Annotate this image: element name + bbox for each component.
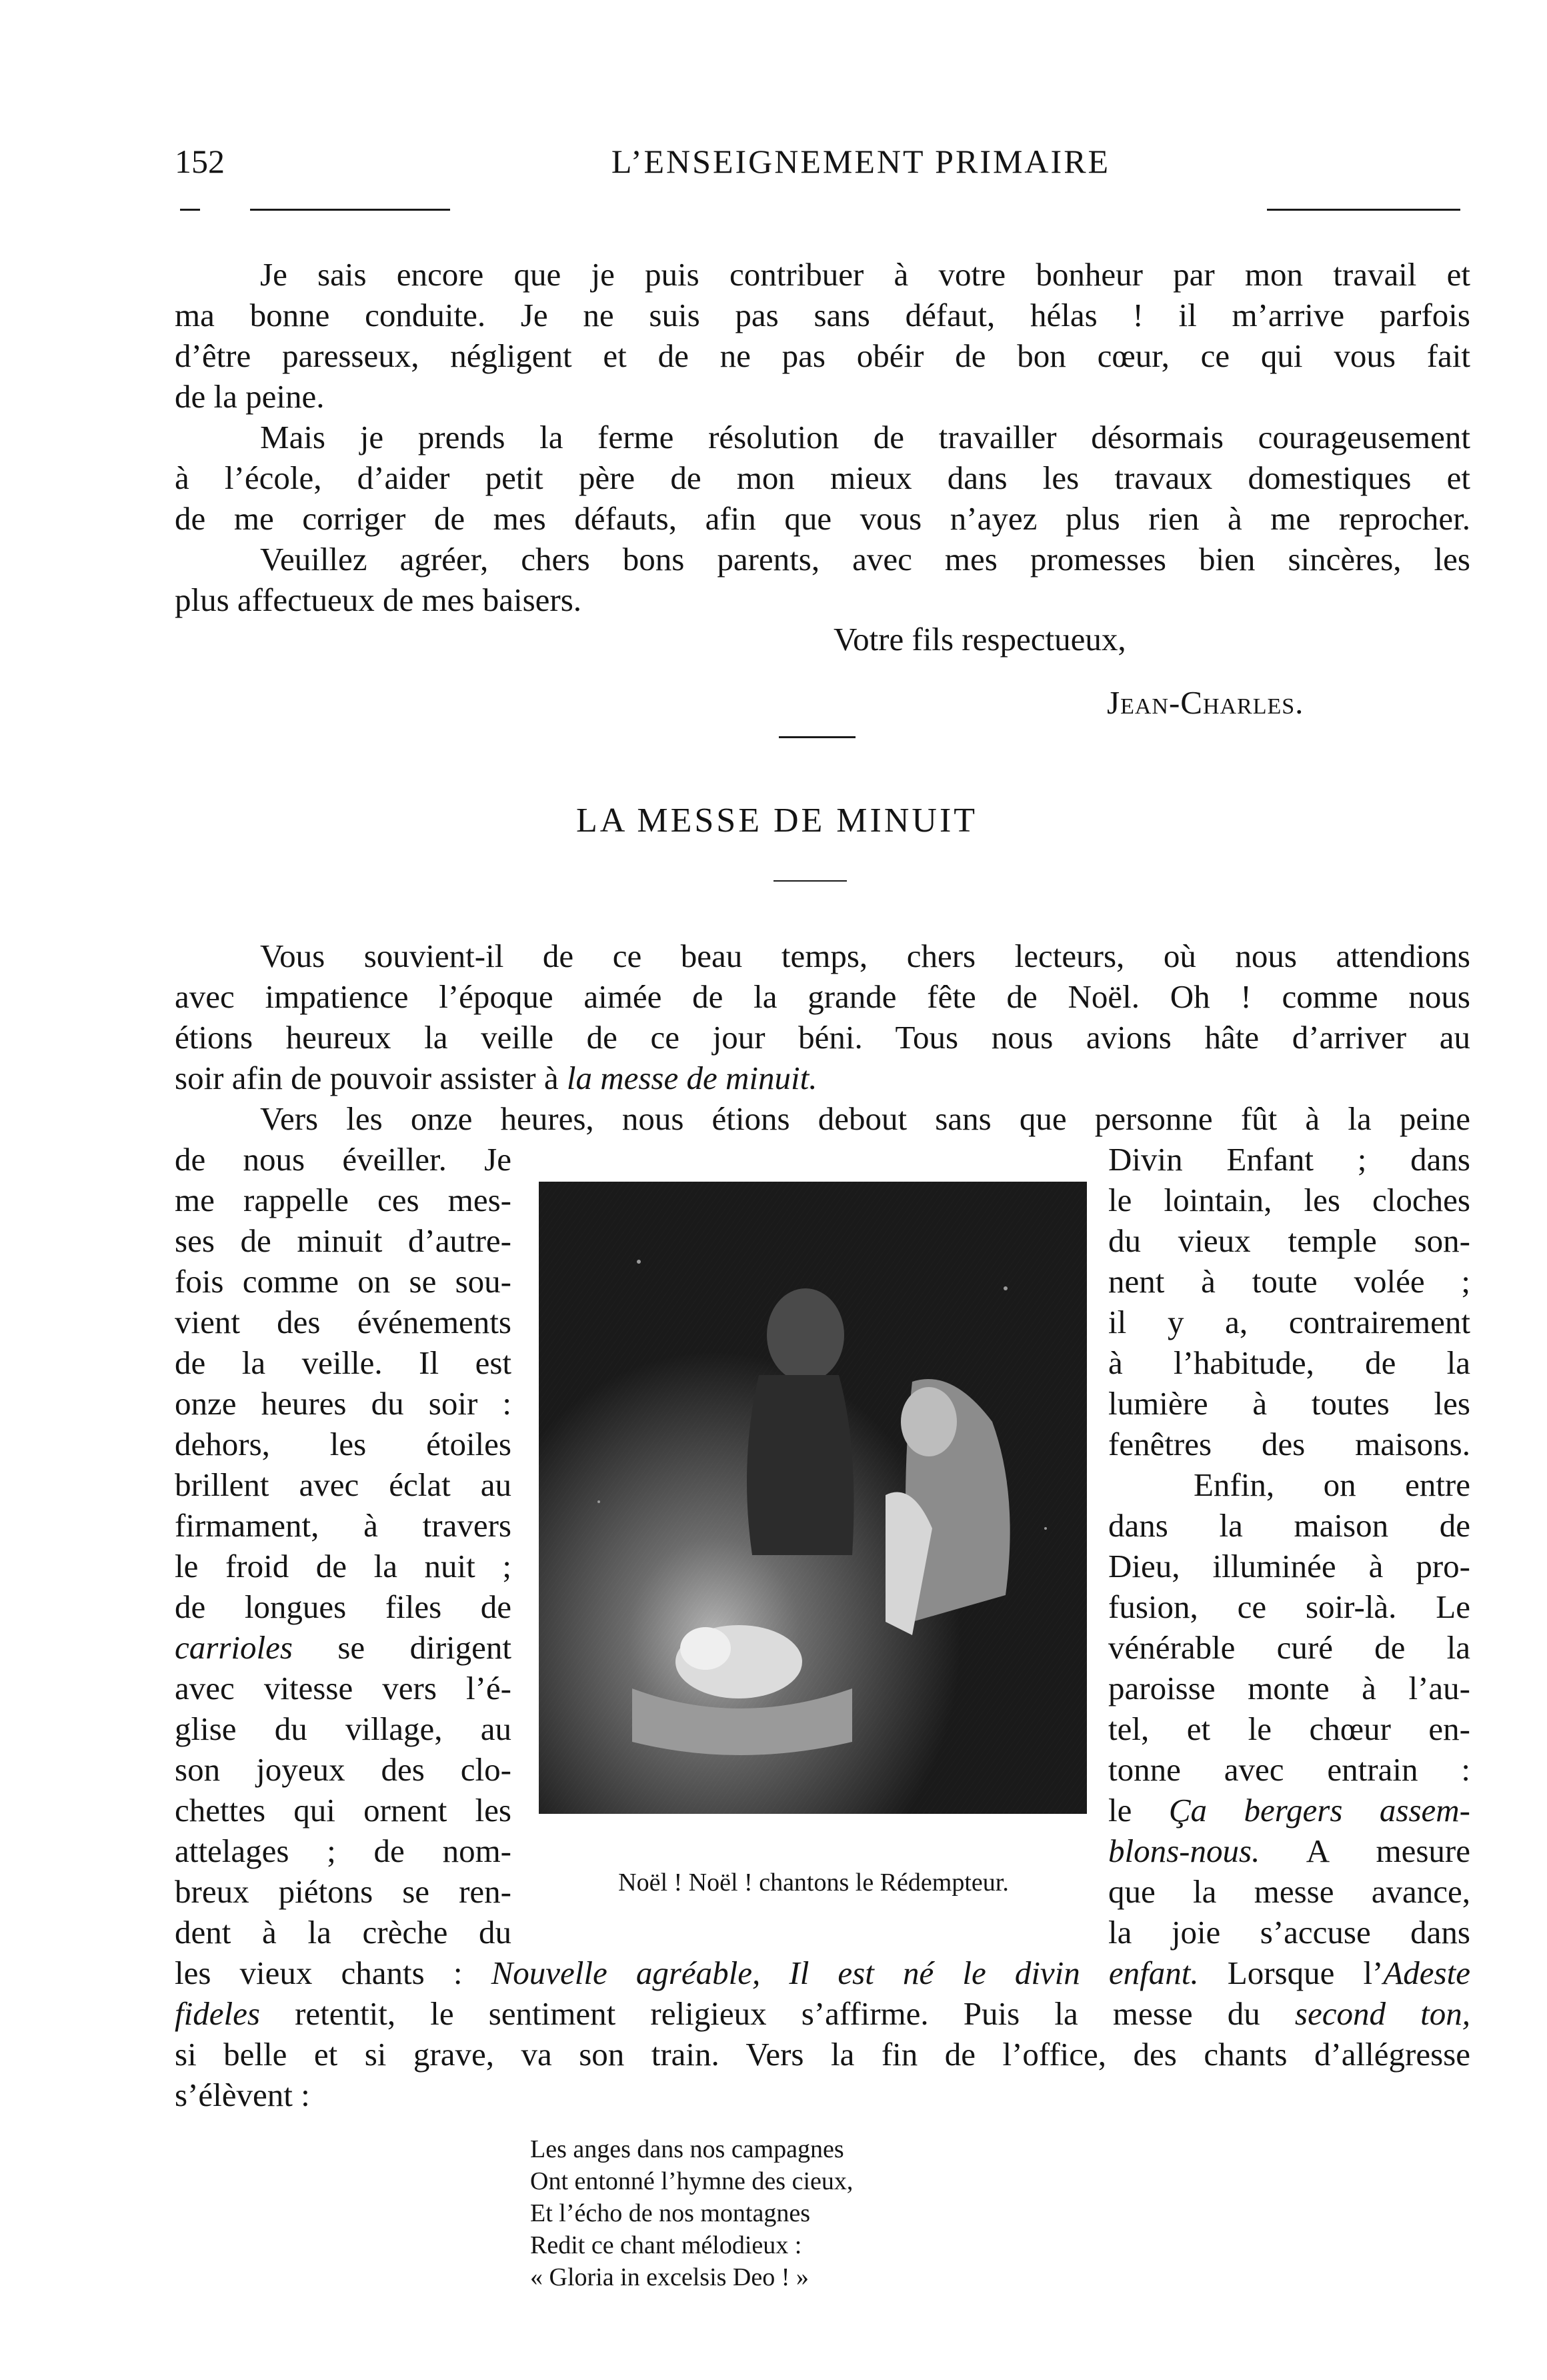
full-l1-italic2: Adeste <box>1383 1955 1470 1991</box>
full-l2-a: retentit, le sentiment religieux s’affirme. Puis la messe du <box>259 1995 1295 2032</box>
full-l1-a: les vieux chants : <box>175 1955 491 1991</box>
letter-p1-l3: d’être paresseux, négligent et de ne pas obéir de bon cœur, ce qui vous fait <box>175 337 1470 374</box>
right-col-line: que la messe avance, <box>1108 1873 1470 1910</box>
left-col-line: fois comme on se sou- <box>175 1263 511 1300</box>
nativity-illustration <box>539 1182 1087 1814</box>
right-col-line: le lointain, les cloches <box>1108 1182 1470 1218</box>
left-col-italic: carrioles <box>175 1629 293 1666</box>
right-col-line: tel, et le chœur en- <box>1108 1710 1470 1747</box>
right-col-italic: Ça bergers assem- <box>1168 1792 1470 1829</box>
left-col-rest: se dirigent <box>292 1629 511 1666</box>
article-full-l1 <box>175 1954 1470 1993</box>
right-col-line: à l’habitude, de la <box>1108 1344 1470 1381</box>
verse-line: Les anges dans nos campagnes <box>530 2135 844 2163</box>
right-col-line: lumière à toutes les <box>1108 1385 1470 1422</box>
article-full-l3: si belle et si grave, va son train. Vers la fin de l’office, des chants d’allégresse <box>175 2036 1470 2073</box>
letter-p2-l1: Mais je prends la ferme résolution de travailler désormais courageusement <box>260 419 1470 455</box>
letter-signature: Jean-Charles. <box>1107 684 1304 721</box>
full-l1-b: Lorsque l’ <box>1198 1955 1384 1991</box>
right-col-rest: A mesure <box>1260 1833 1470 1869</box>
page-number: 152 <box>175 143 225 180</box>
left-col-line: firmament, à travers <box>175 1507 511 1544</box>
article-p1-l1: Vous souvient-il de ce beau temps, chers lecteurs, où nous attendions <box>260 938 1470 974</box>
letter-p1-l4: de la peine. <box>175 378 325 415</box>
letter-p2-l2: à l’école, d’aider petit père de mon mieux dans les travaux domestiques et <box>175 459 1470 496</box>
article-p1-l3: étions heureux la veille de ce jour béni. Tous nous avions hâte d’arriver au <box>175 1019 1470 1056</box>
article-full-l2 <box>175 1995 1470 2033</box>
left-col-line: dent à la crèche du <box>175 1914 511 1951</box>
left-col-line: de longues files de <box>175 1588 511 1625</box>
running-title: L’ENSEIGNEMENT PRIMAIRE <box>611 143 1111 180</box>
right-col-line: paroisse monte à l’au- <box>1108 1670 1470 1706</box>
article-p1-l4-text: soir afin de pouvoir assister à <box>175 1060 567 1096</box>
right-col-line: la joie s’accuse dans <box>1108 1914 1470 1951</box>
left-col-line: dehors, les étoiles <box>175 1426 511 1462</box>
article-full-l4: s’élèvent : <box>175 2077 310 2113</box>
verse-line: « Gloria in excelsis Deo ! » <box>530 2263 809 2291</box>
article-p2-l1: Vers les onze heures, nous étions debout sans que personne fût à la peine <box>260 1100 1470 1137</box>
right-col-line <box>1108 1832 1470 1871</box>
title-ornament <box>774 880 847 882</box>
left-col-line: breux piétons se ren- <box>175 1873 511 1910</box>
left-col-line: son joyeux des clo- <box>175 1751 511 1788</box>
left-col-line: chettes qui ornent les <box>175 1792 511 1829</box>
left-col-line <box>175 1628 511 1667</box>
right-col-line: nent à toute volée ; <box>1108 1263 1470 1300</box>
left-col-line: glise du village, au <box>175 1710 511 1747</box>
verse-line: Ont entonné l’hymne des cieux, <box>530 2167 854 2195</box>
right-col-line: Divin Enfant ; dans <box>1108 1141 1470 1178</box>
full-l2-italic: fideles <box>175 1995 260 2032</box>
left-col-line: de nous éveiller. Je <box>175 1141 511 1178</box>
right-col-italic: blons-nous. <box>1108 1833 1260 1869</box>
letter-p1-l2: ma bonne conduite. Je ne suis pas sans défaut, hélas ! il m’arrive parfois <box>175 297 1470 333</box>
letter-p3-l2: plus affectueux de mes baisers. <box>175 581 582 618</box>
header-dash <box>180 209 200 211</box>
letter-closing: Votre fils respectueux, <box>834 621 1126 658</box>
right-col-line <box>1108 1791 1470 1830</box>
left-col-line: le froid de la nuit ; <box>175 1548 511 1584</box>
right-col-line: vénérable curé de la <box>1108 1629 1470 1666</box>
illustration-caption: Noël ! Noël ! chantons le Rédempteur. <box>618 1869 1009 1897</box>
right-col-line: fusion, ce soir-là. Le <box>1108 1588 1470 1625</box>
left-col-line: ses de minuit d’autre- <box>175 1222 511 1259</box>
left-col-line: vient des événements <box>175 1304 511 1340</box>
left-col-line: avec vitesse vers l’é- <box>175 1670 511 1706</box>
header-rule-right <box>1267 209 1460 211</box>
left-col-line: attelages ; de nom- <box>175 1833 511 1869</box>
right-col-line: tonne avec entrain : <box>1108 1751 1470 1788</box>
letter-p1-l1: Je sais encore que je puis contribuer à votre bonheur par mon travail et <box>260 256 1470 293</box>
left-col-line: me rappelle ces mes- <box>175 1182 511 1218</box>
right-col-le: le <box>1108 1792 1169 1829</box>
full-l1-italic: Nouvelle agréable, Il est né le divin enfant. <box>491 1955 1199 1991</box>
article-p1-l4-italic: la messe de minuit. <box>566 1060 818 1096</box>
nativity-engraving <box>539 1182 1087 1814</box>
article-title: LA MESSE DE MINUIT <box>575 802 978 840</box>
article-p1-l2: avec impatience l’époque aimée de la grande fête de Noël. Oh ! comme nous <box>175 978 1470 1015</box>
right-col-line: il y a, contrairement <box>1108 1304 1470 1340</box>
left-col-line: onze heures du soir : <box>175 1385 511 1422</box>
right-col-line: Dieu, illuminée à pro- <box>1108 1548 1470 1584</box>
header-rule-left <box>250 209 450 211</box>
full-l2-italic2: second ton, <box>1294 1995 1470 2032</box>
letter-p2-l3: de me corriger de mes défauts, afin que vous n’ayez plus rien à me reprocher. <box>175 500 1470 537</box>
letter-p3-l1: Veuillez agréer, chers bons parents, avec mes promesses bien sincères, les <box>260 541 1470 577</box>
right-col-line: du vieux temple son- <box>1108 1222 1470 1259</box>
left-col-line: brillent avec éclat au <box>175 1466 511 1503</box>
right-col-line: dans la maison de <box>1108 1507 1470 1544</box>
right-col-line: fenêtres des maisons. <box>1108 1426 1470 1462</box>
verse-line: Redit ce chant mélodieux : <box>530 2231 802 2259</box>
article-p1-l4 <box>175 1059 1470 1098</box>
right-col-line: Enfin, on entre <box>1194 1466 1470 1503</box>
verse-line: Et l’écho de nos montagnes <box>530 2199 811 2227</box>
section-separator <box>779 736 856 738</box>
left-col-line: de la veille. Il est <box>175 1344 511 1381</box>
